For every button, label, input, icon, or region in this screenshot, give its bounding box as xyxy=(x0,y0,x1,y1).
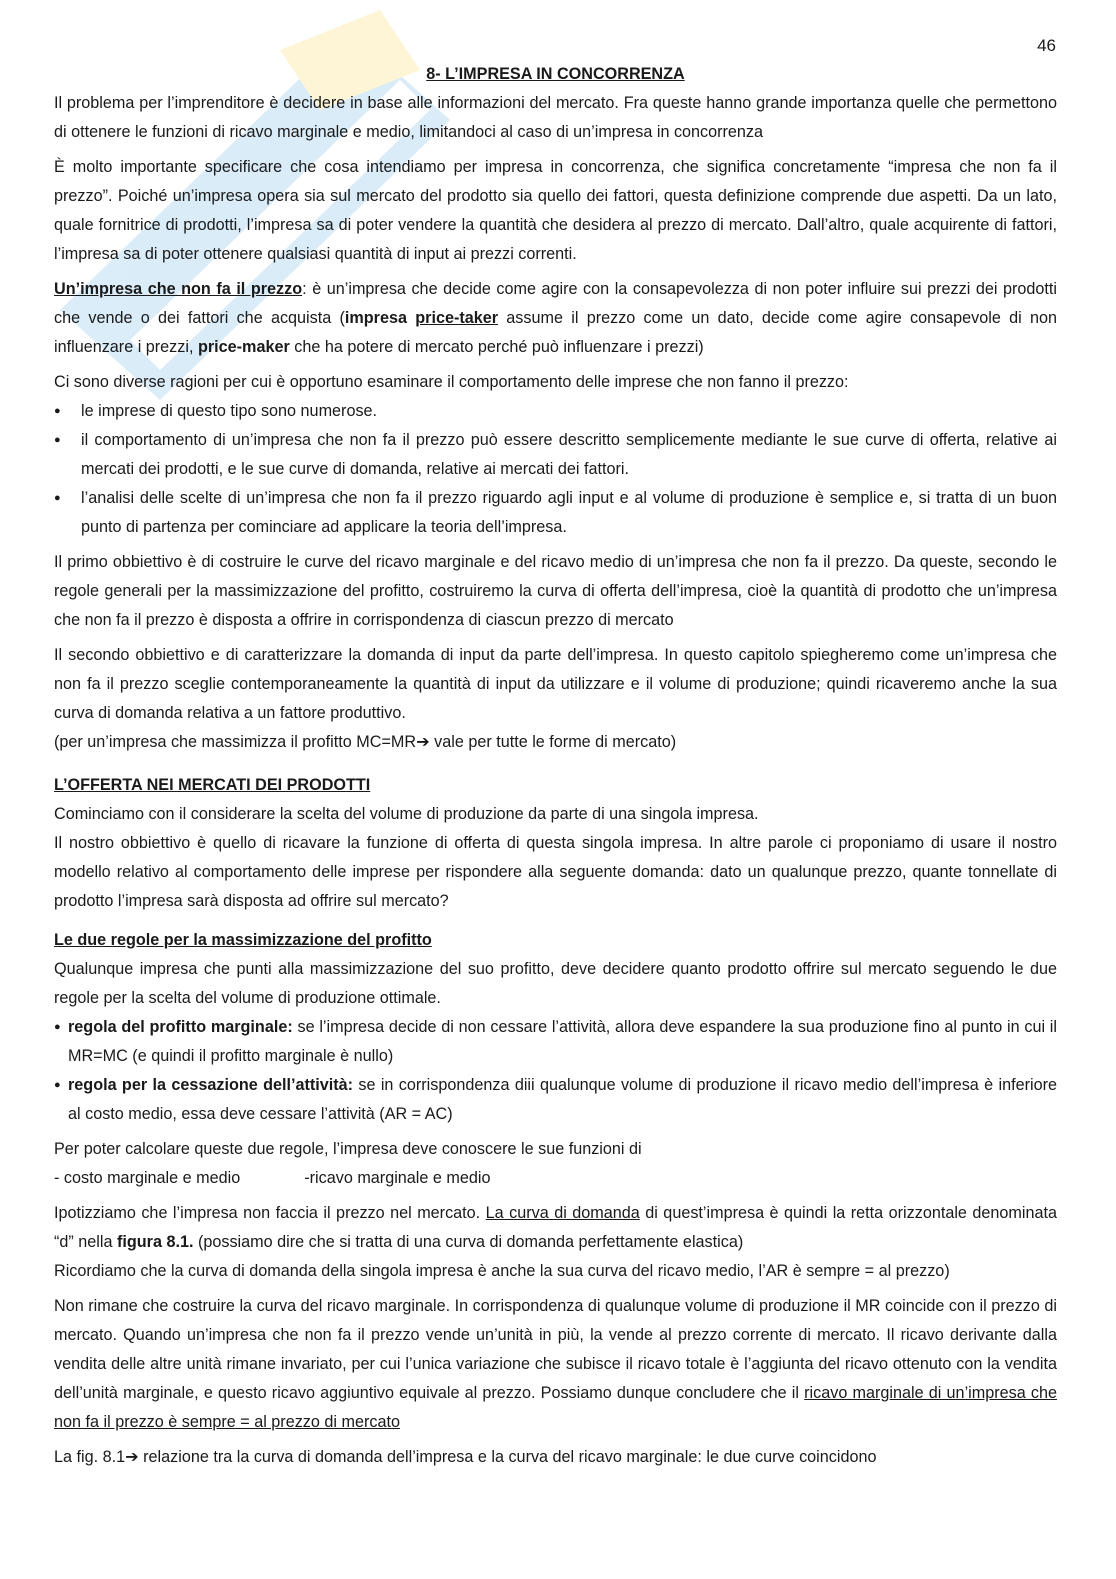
rules-list xyxy=(54,1013,1057,1129)
term-non-price-maker: Un’impresa che non fa il prezzo xyxy=(54,280,303,298)
conclusion-underlined: ricavo marginale di un’impresa che non fa il prezzo è sempre = al prezzo di mercato xyxy=(54,1384,1058,1431)
demand-curve-term: La curva di domanda xyxy=(485,1204,640,1222)
paragraph-first-objective: Il primo obbiettivo è di costruire le curve del ricavo marginale e del ricavo medio di un’impresa che non fa il prezzo. Da queste, secondo le regole generali per la massimizzazione del profitto, costruiremo la curva di offerta dell’impresa, cioè la quantità di prodotto che un’impresa che non fa il prezzo è disposta a offrire in corrispondenza di ciascun prezzo di mercato xyxy=(54,553,1057,629)
paragraph-intro: Il problema per l’imprenditore è decidere in base alle informazioni del mercato. Fra queste hanno grande importanza quelle che permettono di ottenere le funzioni di ricavo marginale e medio, limitandoci al caso di un’impresa in concorrenza xyxy=(54,94,1057,141)
function-cost: - costo marginale e medio xyxy=(54,1169,241,1187)
list-item: ● le imprese di questo tipo sono numerose. xyxy=(54,397,1057,426)
paragraph-production-choice: Cominciamo con il considerare la scelta del volume di produzione da parte di una singola impresa. xyxy=(54,805,759,823)
list-item: ● l’analisi delle scelte di un’impresa che non fa il prezzo riguardo agli input e al volume di produzione è semplice e, si tratta di un buon punto di partenza per cominciare ad applicare la teoria dell’impresa. xyxy=(54,484,1057,542)
term-price-taker: price-taker xyxy=(415,309,499,327)
reasons-list xyxy=(54,397,1057,542)
rule-label: regola del profitto marginale: xyxy=(68,1018,293,1036)
paragraph-supply-function: Il nostro obbiettivo è quello di ricavare la funzione di offerta di questa singola impresa. In altre parole ci proponiamo di usare il nostro modello relativo al comportamento delle imprese per rispondere alla seguente domanda: dato un qualunque prezzo, quante tonnellate di prodotto l’impresa sarà disposta ad offrire sul mercato? xyxy=(54,834,1057,910)
paragraph-figure-note: La fig. 8.1➔ relazione tra la curva di domanda dell’impresa e la curva del ricavo marginale: le due curve coincidono xyxy=(54,1448,877,1466)
list-item: ● il comportamento di un’impresa che non fa il prezzo può essere descritto semplicemente mediante le sue curve di offerta, relative ai mercati dei prodotti, e le sue curve di domanda, relative ai mercati dei fattori. xyxy=(54,426,1057,484)
function-revenue: -ricavo marginale e medio xyxy=(304,1169,491,1187)
document-page xyxy=(54,60,1057,1478)
page-number: 46 xyxy=(1037,36,1056,55)
list-item: ● regola per la cessazione dell’attività: se in corrispondenza diii qualunque volume di produzione il ricavo medio dell’impresa è inferiore al costo medio, essa deve cessare l’attività (AR = AC) xyxy=(54,1071,1057,1129)
paragraph-reasons-intro: Ci sono diverse ragioni per cui è opportuno esaminare il comportamento delle imprese che non fanno il prezzo: xyxy=(54,373,849,391)
rule-label: regola per la cessazione dell’attività: xyxy=(68,1076,354,1094)
paragraph-demand-curve: Ipotizziamo che l’impresa non faccia il prezzo nel mercato. La curva di domanda di quest’impresa è quindi la retta orizzontale denominata “d” nella figura 8.1. (possiamo dire che si tratta di una curva di domanda perfettamente elastica) Ricordiamo che la curva di domanda della singola impresa è anche la sua curva del ricavo medio, l’AR è sempre = al prezzo) xyxy=(54,1204,1057,1280)
paragraph-price-taker: Un’impresa che non fa il prezzo: è un’impresa che decide come agire con la consapevolezza di non poter influire sui prezzi dei prodotti che vende o dei fattori che acquista (impresa price-taker assume il prezzo come un dato, decide come agire consapevole di non influenzare i prezzi, price-maker che ha potere di mercato perché può influenzare i prezzi) xyxy=(54,280,1057,356)
paragraph-rules-intro: Qualunque impresa che punti alla massimizzazione del suo profitto, deve decidere quanto prodotto offrire sul mercato seguendo le due regole per la scelta del volume di produzione ottimale. xyxy=(54,960,1057,1007)
chapter-title: 8- L’IMPRESA IN CONCORRENZA xyxy=(426,65,685,83)
paragraph-marginal-revenue: Non rimane che costruire la curva del ricavo marginale. In corrispondenza di qualunque volume di produzione il MR coincide con il prezzo di mercato. Quando un’impresa che non fa il prezzo vende un’unità in più, la vende al prezzo corrente di mercato. Il ricavo derivante dalla vendita delle altre unità rimane invariato, per cui l’unica variazione che subisce il ricavo totale è l’aggiunta del ricavo ottenuto con la vendita dell’unità marginale, e questo ricavo aggiuntivo equivale al prezzo. Possiamo dunque concludere che il ricavo marginale di un’impresa che non fa il prezzo è sempre = al prezzo di mercato xyxy=(54,1297,1058,1431)
list-item: ● regola del profitto marginale: se l’impresa decide di non cessare l’attività, allora deve espandere la sua produzione fino al punto in cui il MR=MC (e quindi il profitto marginale è nullo) xyxy=(54,1013,1057,1071)
paragraph-second-objective: Il secondo obbiettivo e di caratterizzare la domanda di input da parte dell’impresa. In questo capitolo spiegheremo come un’impresa che non fa il prezzo sceglie contemporaneamente la quantità di input da utilizzare e il volume di produzione; quindi ricaveremo anche la sua curva di domanda relativa a un fattore produttivo. (per un’impresa che massimizza il profitto MC=MR➔ vale per tutte le forme di mercato) xyxy=(54,646,1057,751)
paragraph-definition: È molto importante specificare che cosa intendiamo per impresa in concorrenza, che significa concretamente “impresa che non fa il prezzo”. Poiché un’impresa opera sia sul mercato del prodotto sia quello dei fattori, questa definizione comprende due aspetti. Da un lato, quale fornitrice di prodotti, l’impresa sa di poter vendere la quantità che desidera al prezzo di mercato. Dall’altro, quale acquirente di fattori, l’impresa sa di poter ottenere qualsiasi quantità di input ai prezzi correnti. xyxy=(54,158,1057,263)
paragraph-functions: Per poter calcolare queste due regole, l’impresa deve conoscere le sue funzioni di - costo marginale e medio -ricavo marginale e medio xyxy=(54,1135,1057,1193)
term-impresa: impresa xyxy=(344,309,407,327)
figure-reference: figura 8.1. xyxy=(116,1233,194,1251)
section-heading-rules: Le due regole per la massimizzazione del profitto xyxy=(54,931,432,949)
mc-mr-note: (per un’impresa che massimizza il profitto MC=MR➔ vale per tutte le forme di mercato) xyxy=(54,733,677,751)
term-price-maker: price-maker xyxy=(197,338,290,356)
section-heading-offerta: L’OFFERTA NEI MERCATI DEI PRODOTTI xyxy=(54,776,371,794)
